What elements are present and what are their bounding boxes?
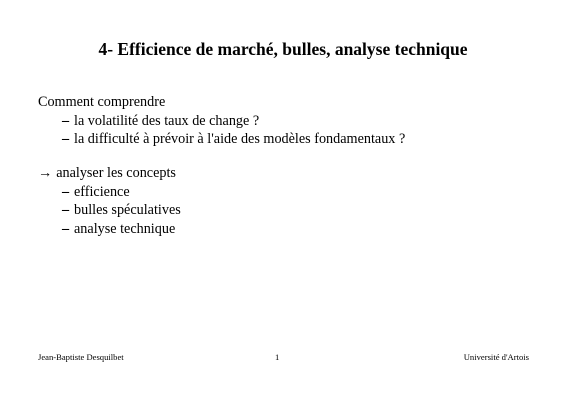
section-heading xyxy=(38,164,181,183)
bullet-text: analyse technique xyxy=(74,220,176,237)
bullet-text: la volatilité des taux de change ? xyxy=(74,112,260,129)
dash-bullet: – xyxy=(62,131,70,147)
bullet-item xyxy=(38,130,405,149)
dash-bullet: – xyxy=(62,183,70,200)
section-heading: Comment comprendre xyxy=(38,94,166,110)
section-concepts xyxy=(38,164,181,238)
dash-bullet: – xyxy=(62,202,70,218)
dash-bullet: – xyxy=(62,112,70,129)
footer-institution: Université d'Artois xyxy=(463,352,529,362)
bullet-text: bulles spéculatives xyxy=(74,202,181,218)
bullet-item xyxy=(38,183,181,202)
section-comprendre xyxy=(38,93,405,149)
footer-page-number: 1 xyxy=(275,352,280,362)
bullet-text: la difficulté à prévoir à l'aide des modèles fondamentaux ? xyxy=(74,131,406,147)
footer-author: Jean-Baptiste Desquilbet xyxy=(38,352,124,362)
bullet-item xyxy=(38,220,181,239)
dash-bullet: – xyxy=(62,220,70,237)
bullet-text: efficience xyxy=(74,183,130,200)
right-arrow-icon: → xyxy=(38,165,53,181)
slide-title: 4- Efficience de marché, bulles, analyse technique xyxy=(98,39,468,59)
section-heading-text: analyser les concepts xyxy=(56,165,176,181)
bullet-item xyxy=(38,112,405,131)
bullet-item xyxy=(38,201,181,220)
